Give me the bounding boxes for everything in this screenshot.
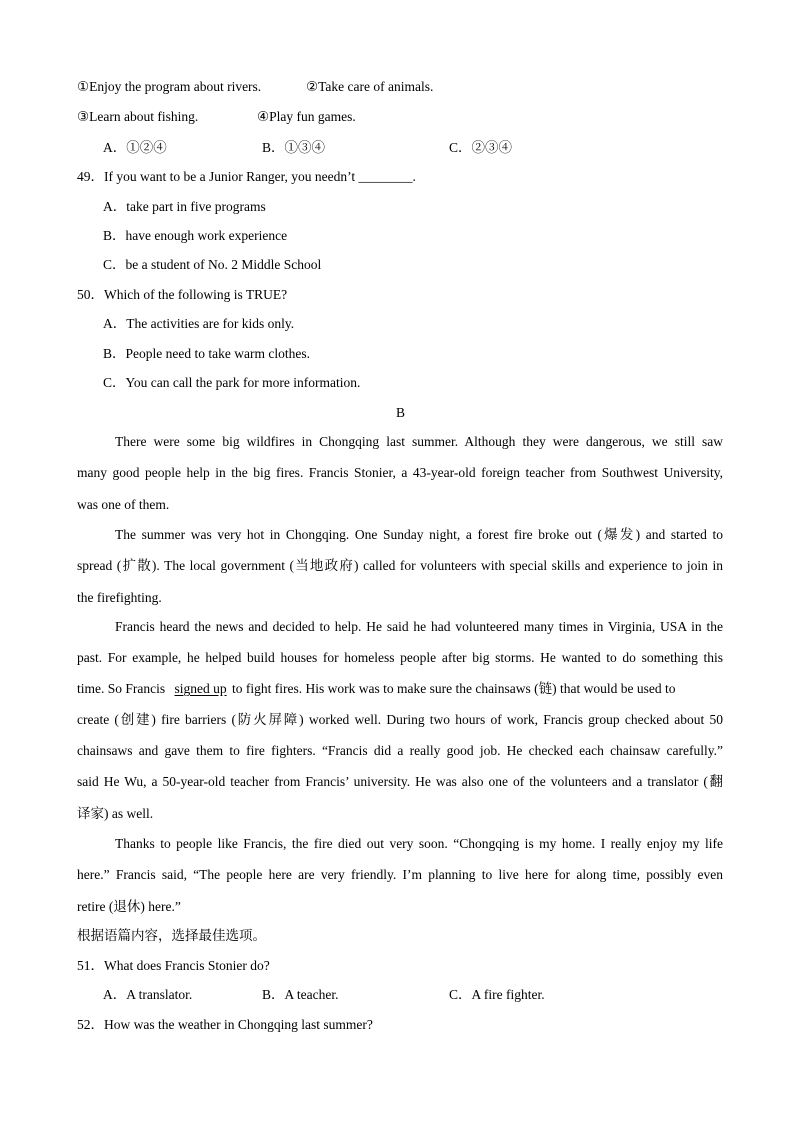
q48-option-b[interactable]: B．①③④ <box>262 140 326 155</box>
q49-option-a[interactable]: A．take part in five programs <box>103 199 266 214</box>
passage-p2-line3: the firefighting. <box>77 590 162 605</box>
passage-p2-line2: spread (扩散). The local government (当地政府) called for volunteers with special skills and experience to join in <box>77 558 723 573</box>
q52-stem: 52．How was the weather in Chongqing last summer? <box>77 1017 373 1032</box>
q48-choice-2: ②Take care of animals. <box>306 79 434 94</box>
passage-p3-line7: 译家) as well. <box>77 806 154 821</box>
passage-p3-line6: said He Wu, a 50-year-old teacher from Francis’ university. He was also one of the volunteers and a translator (翻 <box>77 774 723 789</box>
passage-p3-line5: chainsaws and gave them to fire fighters. “Francis did a really good job. He checked each chainsaw carefully.” <box>77 743 723 758</box>
q49-option-c[interactable]: C．be a student of No. 2 Middle School <box>103 257 322 272</box>
passage-p3-line2: past. For example, he helped build houses for homeless people after big storms. He wanted to do something this <box>77 650 723 665</box>
q48-option-a[interactable]: A．①②④ <box>103 140 167 155</box>
q50-option-b[interactable]: B．People need to take warm clothes. <box>103 346 310 361</box>
passage-p1-line3: was one of them. <box>77 497 170 512</box>
passage-p4-line1: Thanks to people like Francis, the fire died out very soon. “Chongqing is my home. I really enjoy my life <box>115 836 723 851</box>
q50-stem: 50．Which of the following is TRUE? <box>77 287 288 302</box>
q48-option-c[interactable]: C．②③④ <box>449 140 513 155</box>
passage-p4-line2: here.” Francis said, “The people here are very friendly. I’m planning to live here for along time, possibly even <box>77 867 723 882</box>
passage-p3-line3-end: to fight fires. His work was to make sure the chainsaws (链) that would be used to <box>228 681 676 696</box>
section-label: B <box>396 405 406 420</box>
passage-p2-line1: The summer was very hot in Chongqing. One Sunday night, a forest fire broke out (爆发) and started to <box>115 527 723 542</box>
q48-choice-3: ③Learn about fishing. <box>77 109 199 124</box>
passage-p1-line1: There were some big wildfires in Chongqing last summer. Although they were dangerous, we still saw <box>115 434 723 449</box>
passage-p3-line4: create (创建) fire barriers (防火屏障) worked well. During two hours of work, Francis group checked about 50 <box>77 712 723 727</box>
q49-option-b[interactable]: B．have enough work experience <box>103 228 288 243</box>
underlined-phrase: signed up <box>174 681 227 696</box>
q51-stem: 51．What does Francis Stonier do? <box>77 958 270 973</box>
q48-choice-1: ①Enjoy the program about rivers. <box>77 79 262 94</box>
passage-p3-line1: Francis heard the news and decided to help. He said he had volunteered many times in Virginia, USA in the <box>115 619 723 634</box>
q51-option-a[interactable]: A．A translator. <box>103 987 193 1002</box>
q50-option-a[interactable]: A．The activities are for kids only. <box>103 316 295 331</box>
instruction: 根据语篇内容，选择最佳选项。 <box>77 928 266 943</box>
passage-p3-line3 <box>77 680 676 698</box>
passage-p1-line2: many good people help in the big fires. Francis Stonier, a 43-year-old foreign teacher from Southwest University, <box>77 465 723 480</box>
q48-choice-4: ④Play fun games. <box>257 109 356 124</box>
q51-option-b[interactable]: B．A teacher. <box>262 987 339 1002</box>
q50-option-c[interactable]: C．You can call the park for more information. <box>103 375 361 390</box>
q51-option-c[interactable]: C．A fire fighter. <box>449 987 545 1002</box>
passage-p4-line3: retire (退休) here.” <box>77 899 181 914</box>
q49-stem: 49．If you want to be a Junior Ranger, you needn’t ________. <box>77 169 416 184</box>
passage-p3-line3-start: time. So Francis <box>77 681 169 696</box>
